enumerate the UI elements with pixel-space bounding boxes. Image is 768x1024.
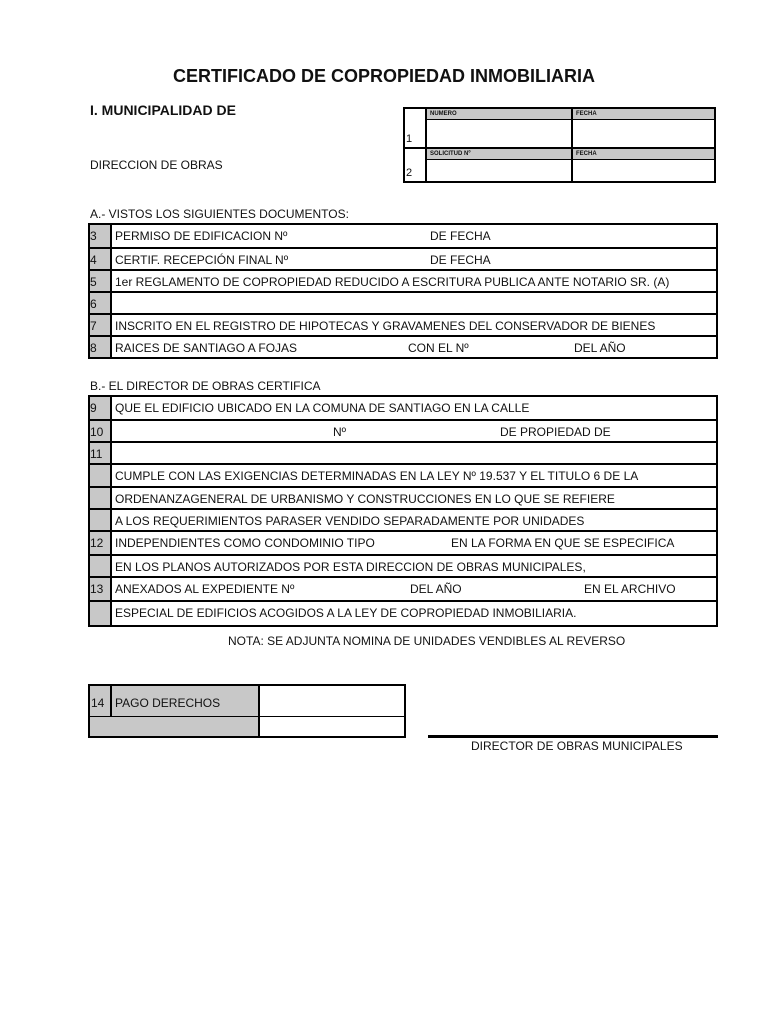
section-a-row-1 — [90, 225, 716, 247]
row-number — [90, 465, 112, 486]
row-text[interactable]: CERTIF. RECEPCIÓN FINAL Nº — [115, 253, 289, 267]
row-number: 11 — [90, 443, 112, 463]
section-b-row-8 — [90, 554, 716, 576]
section-a-row-3 — [90, 269, 716, 291]
row-text[interactable]: QUE EL EDIFICIO UBICADO EN LA COMUNA DE SANTIAGO EN LA CALLE — [115, 401, 530, 415]
section-a-heading: A.- VISTOS LOS SIGUIENTES DOCUMENTOS: — [90, 207, 349, 221]
section-a-row-6 — [90, 335, 716, 357]
row-number: 12 — [90, 532, 112, 554]
section-b-row-7 — [90, 530, 716, 554]
row-text[interactable]: DEL AÑO — [410, 582, 462, 596]
pago-box — [88, 684, 406, 738]
row-text[interactable]: RAICES DE SANTIAGO A FOJAS — [115, 341, 298, 355]
row-number — [90, 488, 112, 508]
row-text[interactable]: ORDENANZAGENERAL DE URBANISMO Y CONSTRUCCIONES EN LO QUE SE REFIERE — [115, 492, 615, 506]
fecha-field-1[interactable] — [573, 119, 714, 147]
row-number: 6 — [90, 293, 112, 313]
section-b-row-3 — [90, 441, 716, 463]
row-number — [90, 602, 112, 625]
page-title: CERTIFICADO DE COPROPIEDAD INMOBILIARIA — [172, 66, 595, 86]
row-text[interactable]: PERMISO DE EDIFICACION Nº — [115, 229, 288, 243]
row-text[interactable]: EN EL ARCHIVO — [584, 582, 676, 596]
fecha-field-2[interactable] — [573, 159, 714, 181]
signature-label: DIRECTOR DE OBRAS MUNICIPALES — [471, 739, 683, 753]
section-a-row-2 — [90, 247, 716, 269]
numero-field[interactable] — [427, 119, 573, 147]
row-text[interactable]: 1er REGLAMENTO DE COPROPIEDAD REDUCIDO A ESCRITURA PUBLICA ANTE NOTARIO SR. (A) — [115, 275, 670, 289]
row-number — [90, 556, 112, 576]
solicitud-field[interactable] — [427, 159, 573, 181]
pago-number: 14 — [91, 696, 105, 710]
section-b-heading: B.- EL DIRECTOR DE OBRAS CERTIFICA — [90, 379, 321, 393]
section-b-table — [88, 395, 718, 627]
fecha-header-1: FECHA — [573, 109, 714, 119]
row-text[interactable]: INSCRITO EN EL REGISTRO DE HIPOTECAS Y GRAVAMENES DEL CONSERVADOR DE BIENES — [115, 319, 656, 333]
row-text[interactable]: ESPECIAL DE EDIFICIOS ACOGIDOS A LA LEY DE COPROPIEDAD INMOBILIARIA. — [115, 606, 577, 620]
section-b-row-1 — [90, 397, 716, 419]
signature-line — [428, 735, 718, 738]
row-number: 13 — [90, 578, 112, 600]
row-number-1: 1 — [406, 133, 413, 145]
row-number — [90, 510, 112, 530]
row-text[interactable]: EN LA FORMA EN QUE SE ESPECIFICA — [451, 536, 675, 550]
direccion-label: DIRECCION DE OBRAS — [90, 158, 223, 172]
pago-label: PAGO DERECHOS — [115, 696, 221, 710]
municipalidad-label: I. MUNICIPALIDAD DE — [90, 102, 236, 118]
row-text[interactable]: ANEXADOS AL EXPEDIENTE Nº — [115, 582, 295, 596]
nota-text: NOTA: SE ADJUNTA NOMINA DE UNIDADES VENDIBLES AL REVERSO — [228, 634, 626, 648]
section-b-row-10 — [90, 600, 716, 625]
row-number: 7 — [90, 315, 112, 335]
row-text[interactable]: DE FECHA — [430, 229, 491, 243]
row-text[interactable]: A LOS REQUERIMIENTOS PARASER VENDIDO SEPARADAMENTE POR UNIDADES — [115, 514, 585, 528]
pago-field[interactable] — [260, 686, 404, 736]
row-number: 3 — [90, 225, 112, 247]
section-b-row-5 — [90, 486, 716, 508]
fecha-header-2: FECHA — [573, 149, 714, 159]
section-b-row-4 — [90, 463, 716, 486]
section-a-table — [88, 223, 718, 359]
row-text[interactable]: INDEPENDIENTES COMO CONDOMINIO TIPO — [115, 536, 375, 550]
solicitud-header: SOLICITUD Nº — [427, 149, 573, 159]
row-number: 8 — [90, 337, 112, 357]
row-text[interactable]: DE FECHA — [430, 253, 491, 267]
row-number: 10 — [90, 421, 112, 441]
row-text[interactable]: EN LOS PLANOS AUTORIZADOS POR ESTA DIRECCION DE OBRAS MUNICIPALES, — [115, 560, 586, 574]
row-text[interactable]: CON EL Nº — [408, 341, 469, 355]
section-b-row-9 — [90, 576, 716, 600]
row-text[interactable]: Nº — [333, 425, 347, 439]
row-number: 5 — [90, 271, 112, 291]
row-text[interactable]: CUMPLE CON LAS EXIGENCIAS DETERMINADAS EN LA LEY Nº 19.537 Y EL TITULO 6 DE LA — [115, 469, 639, 483]
row-text[interactable]: DE PROPIEDAD DE — [500, 425, 611, 439]
row-number: 4 — [90, 249, 112, 269]
section-a-row-4 — [90, 291, 716, 313]
section-b-row-2 — [90, 419, 716, 441]
row-text[interactable]: DEL AÑO — [574, 341, 626, 355]
row-number: 9 — [90, 397, 112, 419]
section-a-row-5 — [90, 313, 716, 335]
section-b-row-6 — [90, 508, 716, 530]
row-number-2: 2 — [406, 167, 413, 179]
number-box — [403, 107, 716, 183]
numero-header: NUMERO — [427, 109, 573, 119]
